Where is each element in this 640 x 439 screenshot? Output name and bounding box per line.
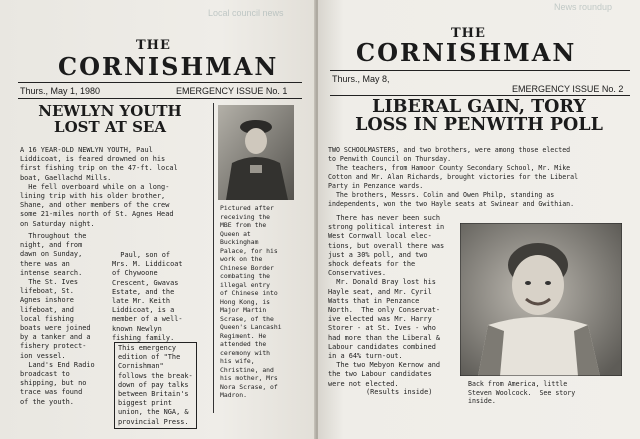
photo-caption: Back from America, little Steven Woolcock. See story inside. — [468, 380, 576, 406]
results-note: (Results inside) — [366, 388, 433, 396]
issue-date: Thurs., May 1, 1980 — [20, 86, 101, 96]
issue-number: EMERGENCY ISSUE No. 1 — [176, 86, 288, 96]
headline — [24, 104, 196, 136]
story-column-2: Paul, son of Mrs. M. Liddicoat of Chywoone Crescent, Gwavas Estate, and the late Mr. Keith Liddicoat, is a member of a well- known Newlyn fishing family. — [112, 251, 183, 342]
masthead-the: THE — [136, 38, 171, 53]
story-body: There has never been such strong political interest in West Cornwall local elec- tions, but overall there was just a 30% poll, and two shock defeats for the Conservatives. Mr. Donald Bray lost his Hayle seat, and Mr. Cyril Watts that in Penzance North. The only Conservat- ive elected was Mr. Harry Storer - at St. Ives - who had more than the Liberal & Labour candidates combined in a 64% turn-out. The two Mebyon Kernow and the two Labour candidates were not elected. — [328, 214, 445, 388]
headline-line-1: LIBERAL GAIN, TORY — [372, 97, 586, 117]
masthead-rule-top — [18, 82, 302, 83]
masthead-rule-bottom — [330, 95, 630, 96]
issue-number: EMERGENCY ISSUE No. 2 — [512, 84, 624, 94]
headline-line-1: NEWLYN YOUTH — [38, 102, 182, 120]
photo-major-scrase — [218, 105, 294, 200]
issue-2-page — [318, 0, 640, 439]
photo-caption: Pictured after receiving the MBE from the Queen at Buckingham Palace, for his work on the Chinese Border combating the illegal entry of Chinese into Hong Kong, is Major Martin Scrase, of the Queen's Lancashi Regiment. He attended the ceremony with his wife, Christine, and his mother, Mrs Nora Scrase, of Madron. — [220, 204, 282, 399]
story-column-1: Throughout the night, and from dawn on Sunday, there was an intense search. The St. Ives lifeboat, St. Agnes inshore lifeboat, and local fishing boats were joined by a tanker and a fishery protect- ion vessel. Land's End Radio broadcast to shipping, but no trace was found of the youth. — [20, 232, 95, 406]
column-divider — [213, 103, 214, 413]
masthead-the: THE — [451, 26, 486, 41]
photo-steven-woolcock — [460, 223, 622, 376]
story-intro: TWO SCHOOLMASTERS, and two brothers, were among those elected to Penwith Council on Thursday. The teachers, from Hamoor County Secondary School, Mr. Mike Cotton and Mr. Alan Richards, brought victories for the Liberal Party in Penzance wards. The brothers, Messrs. Colin and Owen Philp, standing as independents, won the two Hayle seats at Swinear and Gwithian. — [328, 146, 579, 208]
masthead-rule-top — [330, 70, 630, 71]
issue-date: Thurs., May 8, — [332, 74, 390, 84]
story-intro: A 16 YEAR-OLD NEWLYN YOUTH, Paul Liddicoat, is feared drowned on his first fishing trip on the 47-ft. local boat, Gaellachd Mills. He fell overboard while on a long- lining trip with his older brother, Shane, and other members of the crew some 21-miles north of St. Agnes Head on Saturday night. — [20, 146, 178, 228]
headline-line-2: LOST AT SEA — [54, 117, 166, 136]
issue-1-page — [0, 0, 316, 439]
emergency-notice-box: This emergency edition of "The Cornishman" follows the break- down of pay talks between Britain's biggest print union, the NGA, & provincial Press. — [114, 342, 197, 429]
headline-line-2: LOSS IN PENWITH POLL — [355, 115, 603, 136]
background-page-text: News roundup — [554, 2, 613, 12]
masthead-title: CORNISHMAN — [356, 38, 577, 67]
masthead-rule-bottom — [18, 98, 302, 99]
headline — [326, 98, 632, 135]
background-page-text: Local council news — [208, 8, 284, 18]
masthead-title: CORNISHMAN — [58, 52, 279, 81]
